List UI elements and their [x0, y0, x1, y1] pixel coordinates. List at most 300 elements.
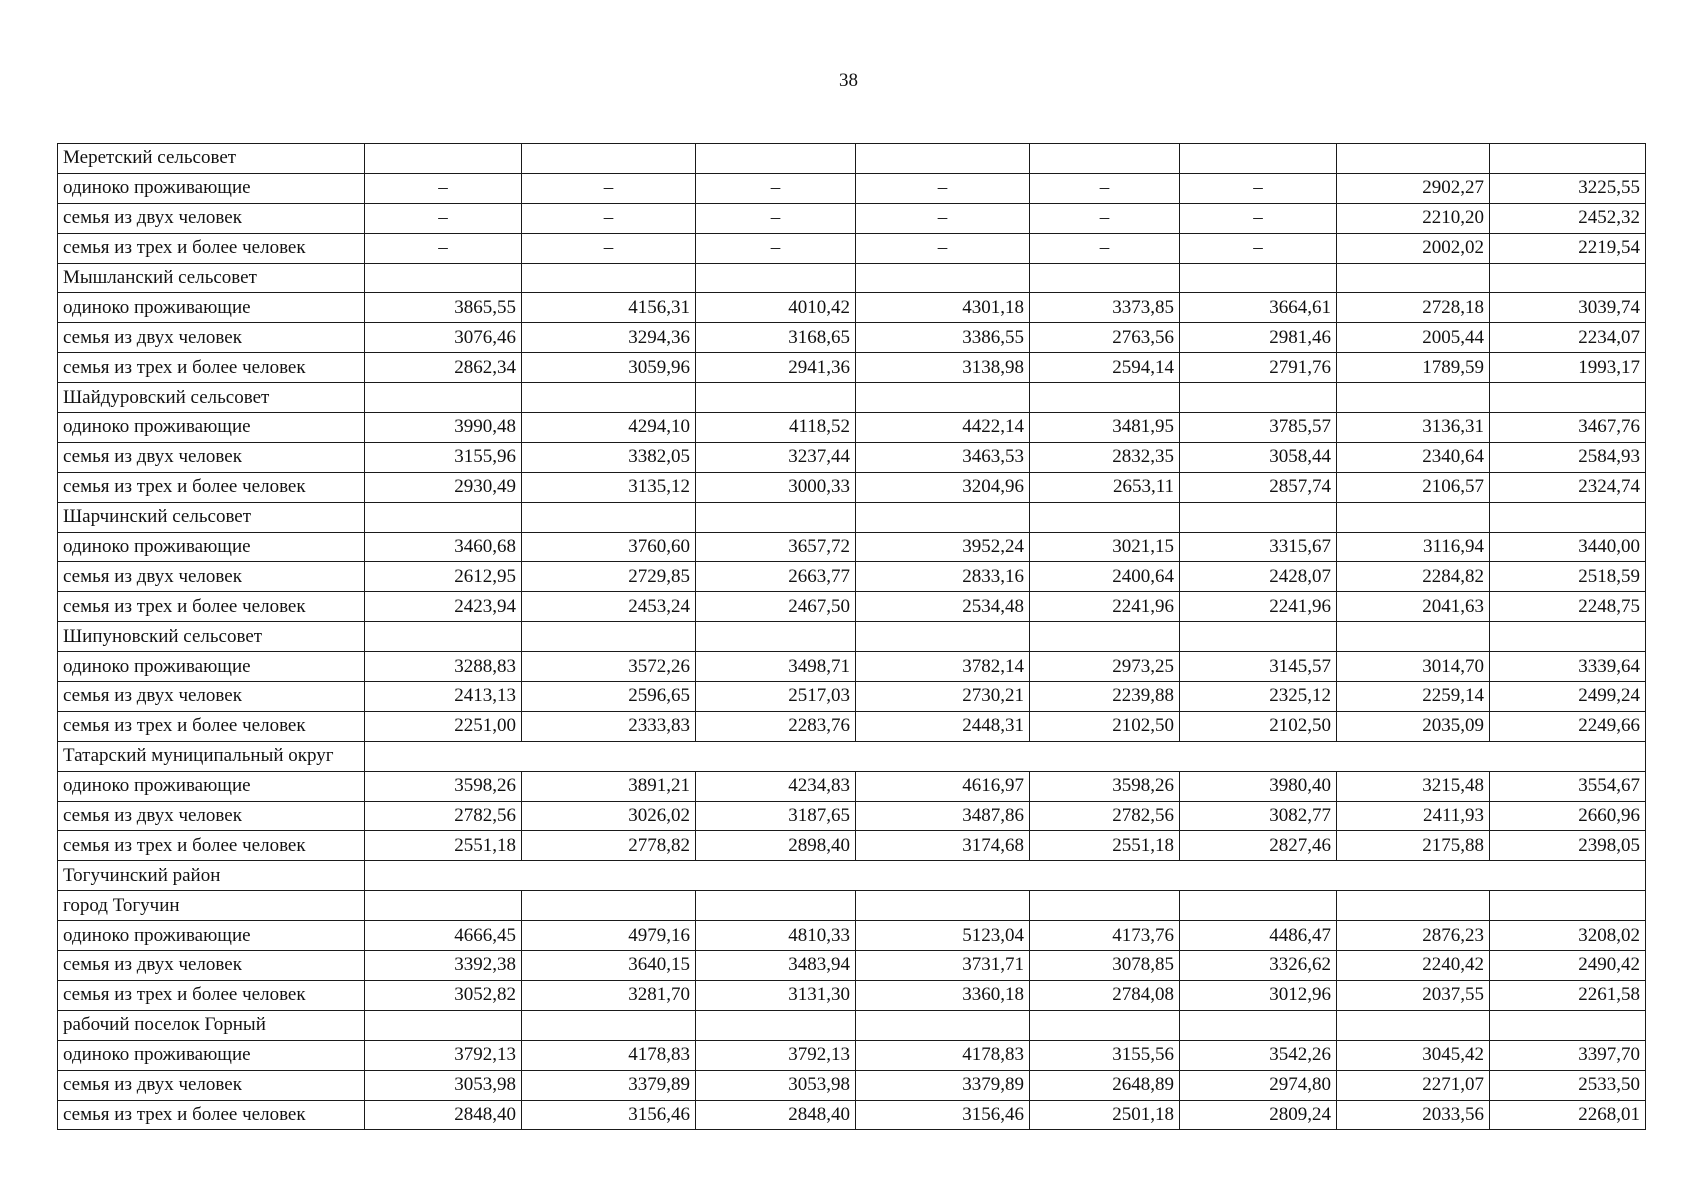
value-cell: 3598,26: [365, 771, 522, 801]
group-header-row: [58, 891, 1646, 921]
value-cell: 2730,21: [856, 682, 1030, 712]
value-cell: 2902,27: [1337, 173, 1490, 203]
row-label: Тогучинский район: [58, 861, 365, 891]
value-cell: 2791,76: [1180, 353, 1337, 383]
value-cell: [522, 263, 696, 293]
value-cell: 2333,83: [522, 711, 696, 741]
row-label: одиноко проживающие: [58, 293, 365, 323]
value-cell: 3360,18: [856, 980, 1030, 1010]
value-cell: [365, 144, 522, 174]
value-cell: 2324,74: [1490, 472, 1646, 502]
value-cell: 3174,68: [856, 831, 1030, 861]
value-cell: 2400,64: [1030, 562, 1180, 592]
value-cell: 3379,89: [856, 1070, 1030, 1100]
value-cell: 2499,24: [1490, 682, 1646, 712]
value-cell: 4666,45: [365, 921, 522, 951]
value-cell: –: [1030, 173, 1180, 203]
value-cell: 3145,57: [1180, 652, 1337, 682]
row-label: семья из трех и более человек: [58, 353, 365, 383]
row-label: семья из двух человек: [58, 203, 365, 233]
row-label: семья из двух человек: [58, 442, 365, 472]
value-cell: 5123,04: [856, 921, 1030, 951]
value-cell: 3026,02: [522, 801, 696, 831]
value-cell: 2271,07: [1337, 1070, 1490, 1100]
data-table: [57, 143, 1646, 1130]
value-cell: [1180, 263, 1337, 293]
table-row: [58, 233, 1646, 263]
value-cell: 2219,54: [1490, 233, 1646, 263]
table-row: [58, 682, 1646, 712]
value-cell: 4178,83: [856, 1040, 1030, 1070]
row-label: Меретский сельсовет: [58, 144, 365, 174]
value-cell: 3467,76: [1490, 413, 1646, 443]
value-cell: [1030, 502, 1180, 532]
value-cell: 3155,56: [1030, 1040, 1180, 1070]
group-header-row: [58, 144, 1646, 174]
value-cell: 2284,82: [1337, 562, 1490, 592]
row-label: семья из двух человек: [58, 801, 365, 831]
value-cell: 3980,40: [1180, 771, 1337, 801]
value-cell: 2501,18: [1030, 1100, 1180, 1130]
value-cell: 2411,93: [1337, 801, 1490, 831]
table-row: [58, 532, 1646, 562]
row-label: Шарчинский сельсовет: [58, 502, 365, 532]
value-cell: 2033,56: [1337, 1100, 1490, 1130]
value-cell: 2584,93: [1490, 442, 1646, 472]
value-cell: 2453,24: [522, 592, 696, 622]
value-cell: 4301,18: [856, 293, 1030, 323]
value-cell: [1490, 383, 1646, 413]
value-cell: [1180, 144, 1337, 174]
value-cell: 2594,14: [1030, 353, 1180, 383]
value-cell: [1490, 502, 1646, 532]
value-cell: 3785,57: [1180, 413, 1337, 443]
value-cell: 2648,89: [1030, 1070, 1180, 1100]
value-cell: 3281,70: [522, 980, 696, 1010]
section-row: [58, 861, 1646, 891]
value-cell: [1490, 1010, 1646, 1040]
value-cell: [1180, 502, 1337, 532]
value-cell: 3294,36: [522, 323, 696, 353]
merged-empty-cell: [365, 741, 1646, 771]
value-cell: 2848,40: [365, 1100, 522, 1130]
value-cell: 3059,96: [522, 353, 696, 383]
value-cell: 2102,50: [1030, 711, 1180, 741]
table-row: [58, 771, 1646, 801]
value-cell: [1030, 383, 1180, 413]
value-cell: 4173,76: [1030, 921, 1180, 951]
value-cell: 2423,94: [365, 592, 522, 622]
value-cell: 4294,10: [522, 413, 696, 443]
value-cell: [522, 891, 696, 921]
value-cell: 2241,96: [1180, 592, 1337, 622]
value-cell: –: [522, 203, 696, 233]
value-cell: 2234,07: [1490, 323, 1646, 353]
value-cell: [365, 891, 522, 921]
value-cell: [522, 1010, 696, 1040]
value-cell: 2248,75: [1490, 592, 1646, 622]
value-cell: [856, 891, 1030, 921]
value-cell: 2941,36: [696, 353, 856, 383]
value-cell: 2596,65: [522, 682, 696, 712]
value-cell: 2827,46: [1180, 831, 1337, 861]
value-cell: –: [856, 173, 1030, 203]
value-cell: 2251,00: [365, 711, 522, 741]
value-cell: 3326,62: [1180, 951, 1337, 981]
table-row: [58, 562, 1646, 592]
table-row: [58, 293, 1646, 323]
value-cell: 2452,32: [1490, 203, 1646, 233]
value-cell: 2551,18: [1030, 831, 1180, 861]
group-header-row: [58, 263, 1646, 293]
value-cell: 3156,46: [522, 1100, 696, 1130]
table-row: [58, 442, 1646, 472]
row-label: одиноко проживающие: [58, 173, 365, 203]
value-cell: –: [1030, 233, 1180, 263]
value-cell: 2981,46: [1180, 323, 1337, 353]
value-cell: 2240,42: [1337, 951, 1490, 981]
value-cell: 3053,98: [365, 1070, 522, 1100]
value-cell: [1180, 383, 1337, 413]
value-cell: 2268,01: [1490, 1100, 1646, 1130]
value-cell: [1490, 891, 1646, 921]
section-row: [58, 741, 1646, 771]
value-cell: [1030, 1010, 1180, 1040]
value-cell: 2467,50: [696, 592, 856, 622]
value-cell: 4979,16: [522, 921, 696, 951]
value-cell: [365, 1010, 522, 1040]
table-row: [58, 353, 1646, 383]
value-cell: 3483,94: [696, 951, 856, 981]
value-cell: 3760,60: [522, 532, 696, 562]
group-header-row: [58, 383, 1646, 413]
value-cell: –: [856, 233, 1030, 263]
value-cell: 3640,15: [522, 951, 696, 981]
value-cell: 3215,48: [1337, 771, 1490, 801]
value-cell: [1337, 622, 1490, 652]
value-cell: [696, 891, 856, 921]
row-label: одиноко проживающие: [58, 413, 365, 443]
value-cell: 3076,46: [365, 323, 522, 353]
value-cell: 2653,11: [1030, 472, 1180, 502]
value-cell: 3052,82: [365, 980, 522, 1010]
value-cell: [856, 383, 1030, 413]
value-cell: 2175,88: [1337, 831, 1490, 861]
table-row: [58, 1070, 1646, 1100]
value-cell: 3657,72: [696, 532, 856, 562]
row-label: семья из двух человек: [58, 951, 365, 981]
value-cell: [1180, 1010, 1337, 1040]
row-label: семья из трех и более человек: [58, 233, 365, 263]
value-cell: 2283,76: [696, 711, 856, 741]
value-cell: [365, 502, 522, 532]
value-cell: 3792,13: [696, 1040, 856, 1070]
row-label: семья из трех и более человек: [58, 711, 365, 741]
table-row: [58, 801, 1646, 831]
value-cell: 3012,96: [1180, 980, 1337, 1010]
value-cell: 4010,42: [696, 293, 856, 323]
value-cell: [696, 1010, 856, 1040]
value-cell: 3487,86: [856, 801, 1030, 831]
value-cell: 2448,31: [856, 711, 1030, 741]
value-cell: [522, 622, 696, 652]
group-header-row: [58, 622, 1646, 652]
row-label: семья из двух человек: [58, 323, 365, 353]
value-cell: 3392,38: [365, 951, 522, 981]
row-label: одиноко проживающие: [58, 1040, 365, 1070]
value-cell: –: [1030, 203, 1180, 233]
value-cell: [365, 263, 522, 293]
table-row: [58, 652, 1646, 682]
value-cell: 3379,89: [522, 1070, 696, 1100]
value-cell: [1490, 622, 1646, 652]
table-row: [58, 413, 1646, 443]
value-cell: 3039,74: [1490, 293, 1646, 323]
value-cell: 2862,34: [365, 353, 522, 383]
value-cell: –: [1180, 173, 1337, 203]
value-cell: 3315,67: [1180, 532, 1337, 562]
value-cell: [522, 144, 696, 174]
value-cell: 2898,40: [696, 831, 856, 861]
value-cell: 3990,48: [365, 413, 522, 443]
row-label: Мышланский сельсовет: [58, 263, 365, 293]
row-label: Шипуновский сельсовет: [58, 622, 365, 652]
value-cell: 2973,25: [1030, 652, 1180, 682]
value-cell: 3237,44: [696, 442, 856, 472]
value-cell: 2106,57: [1337, 472, 1490, 502]
value-cell: –: [856, 203, 1030, 233]
value-cell: [522, 502, 696, 532]
value-cell: [522, 383, 696, 413]
value-cell: 3554,67: [1490, 771, 1646, 801]
value-cell: 2848,40: [696, 1100, 856, 1130]
value-cell: [696, 144, 856, 174]
value-cell: –: [1180, 233, 1337, 263]
value-cell: –: [696, 203, 856, 233]
value-cell: 2534,48: [856, 592, 1030, 622]
value-cell: 3021,15: [1030, 532, 1180, 562]
row-label: Шайдуровский сельсовет: [58, 383, 365, 413]
row-label: семья из трех и более человек: [58, 831, 365, 861]
value-cell: –: [522, 173, 696, 203]
value-cell: 3187,65: [696, 801, 856, 831]
value-cell: –: [365, 203, 522, 233]
value-cell: –: [522, 233, 696, 263]
value-cell: 1789,59: [1337, 353, 1490, 383]
group-header-row: [58, 1010, 1646, 1040]
value-cell: 3131,30: [696, 980, 856, 1010]
value-cell: [696, 383, 856, 413]
value-cell: 2809,24: [1180, 1100, 1337, 1130]
table-row: [58, 711, 1646, 741]
value-cell: [1030, 144, 1180, 174]
value-cell: 2612,95: [365, 562, 522, 592]
value-cell: 2210,20: [1337, 203, 1490, 233]
value-cell: [856, 1010, 1030, 1040]
value-cell: 3440,00: [1490, 532, 1646, 562]
value-cell: 2261,58: [1490, 980, 1646, 1010]
value-cell: 3498,71: [696, 652, 856, 682]
value-cell: 3082,77: [1180, 801, 1337, 831]
value-cell: 4156,31: [522, 293, 696, 323]
value-cell: 4422,14: [856, 413, 1030, 443]
value-cell: 3045,42: [1337, 1040, 1490, 1070]
value-cell: 2413,13: [365, 682, 522, 712]
row-label: одиноко проживающие: [58, 652, 365, 682]
value-cell: 3463,53: [856, 442, 1030, 472]
value-cell: 3014,70: [1337, 652, 1490, 682]
page-number: 38: [839, 70, 858, 91]
value-cell: [696, 622, 856, 652]
value-cell: 3542,26: [1180, 1040, 1337, 1070]
value-cell: [1030, 622, 1180, 652]
merged-empty-cell: [365, 861, 1646, 891]
value-cell: 3782,14: [856, 652, 1030, 682]
value-cell: 3397,70: [1490, 1040, 1646, 1070]
row-label: семья из трех и более человек: [58, 1100, 365, 1130]
value-cell: 3952,24: [856, 532, 1030, 562]
value-cell: [1490, 144, 1646, 174]
value-cell: 3000,33: [696, 472, 856, 502]
value-cell: 2259,14: [1337, 682, 1490, 712]
value-cell: 3288,83: [365, 652, 522, 682]
value-cell: 2782,56: [365, 801, 522, 831]
value-cell: 3339,64: [1490, 652, 1646, 682]
row-label: рабочий поселок Горный: [58, 1010, 365, 1040]
value-cell: 4810,33: [696, 921, 856, 951]
value-cell: 3156,46: [856, 1100, 1030, 1130]
value-cell: 3481,95: [1030, 413, 1180, 443]
value-cell: 2325,12: [1180, 682, 1337, 712]
value-cell: [1490, 263, 1646, 293]
value-cell: 3891,21: [522, 771, 696, 801]
value-cell: 2833,16: [856, 562, 1030, 592]
value-cell: [856, 144, 1030, 174]
value-cell: 3053,98: [696, 1070, 856, 1100]
value-cell: 2249,66: [1490, 711, 1646, 741]
value-cell: 2035,09: [1337, 711, 1490, 741]
value-cell: 2398,05: [1490, 831, 1646, 861]
value-cell: [856, 622, 1030, 652]
value-cell: 2857,74: [1180, 472, 1337, 502]
value-cell: 4178,83: [522, 1040, 696, 1070]
value-cell: –: [696, 233, 856, 263]
row-label: семья из трех и более человек: [58, 980, 365, 1010]
table-row: [58, 921, 1646, 951]
value-cell: 3572,26: [522, 652, 696, 682]
value-cell: 3208,02: [1490, 921, 1646, 951]
table-row: [58, 592, 1646, 622]
value-cell: 3168,65: [696, 323, 856, 353]
value-cell: [1337, 144, 1490, 174]
value-cell: –: [365, 233, 522, 263]
value-cell: 3731,71: [856, 951, 1030, 981]
value-cell: 2533,50: [1490, 1070, 1646, 1100]
row-label: семья из двух человек: [58, 562, 365, 592]
value-cell: 2518,59: [1490, 562, 1646, 592]
value-cell: 3138,98: [856, 353, 1030, 383]
table-row: [58, 323, 1646, 353]
value-cell: 2728,18: [1337, 293, 1490, 323]
value-cell: 2660,96: [1490, 801, 1646, 831]
value-cell: 3225,55: [1490, 173, 1646, 203]
row-label: семья из трех и более человек: [58, 472, 365, 502]
value-cell: [856, 502, 1030, 532]
row-label: Татарский муниципальный округ: [58, 741, 365, 771]
value-cell: 3204,96: [856, 472, 1030, 502]
value-cell: 2778,82: [522, 831, 696, 861]
table-body: [58, 144, 1646, 1130]
row-label: город Тогучин: [58, 891, 365, 921]
value-cell: [696, 502, 856, 532]
value-cell: 2729,85: [522, 562, 696, 592]
value-cell: 3460,68: [365, 532, 522, 562]
table-row: [58, 951, 1646, 981]
value-cell: 2663,77: [696, 562, 856, 592]
value-cell: 3664,61: [1180, 293, 1337, 323]
row-label: семья из трех и более человек: [58, 592, 365, 622]
value-cell: 3386,55: [856, 323, 1030, 353]
value-cell: –: [365, 173, 522, 203]
value-cell: [1337, 383, 1490, 413]
value-cell: 2490,42: [1490, 951, 1646, 981]
value-cell: [1337, 502, 1490, 532]
row-label: семья из двух человек: [58, 682, 365, 712]
value-cell: 3058,44: [1180, 442, 1337, 472]
value-cell: 4234,83: [696, 771, 856, 801]
row-label: семья из двух человек: [58, 1070, 365, 1100]
value-cell: 3078,85: [1030, 951, 1180, 981]
value-cell: 2930,49: [365, 472, 522, 502]
value-cell: 3136,31: [1337, 413, 1490, 443]
value-cell: [696, 263, 856, 293]
value-cell: 2517,03: [696, 682, 856, 712]
value-cell: 2784,08: [1030, 980, 1180, 1010]
group-header-row: [58, 502, 1646, 532]
table-row: [58, 1040, 1646, 1070]
value-cell: 3598,26: [1030, 771, 1180, 801]
value-cell: 2005,44: [1337, 323, 1490, 353]
value-cell: 2974,80: [1180, 1070, 1337, 1100]
value-cell: 4486,47: [1180, 921, 1337, 951]
value-cell: 2832,35: [1030, 442, 1180, 472]
value-cell: [1030, 263, 1180, 293]
value-cell: [1337, 263, 1490, 293]
value-cell: 2876,23: [1337, 921, 1490, 951]
value-cell: 2241,96: [1030, 592, 1180, 622]
row-label: одиноко проживающие: [58, 921, 365, 951]
value-cell: [1180, 891, 1337, 921]
value-cell: 2340,64: [1337, 442, 1490, 472]
value-cell: 3373,85: [1030, 293, 1180, 323]
table-row: [58, 203, 1646, 233]
value-cell: 2551,18: [365, 831, 522, 861]
table-row: [58, 472, 1646, 502]
row-label: одиноко проживающие: [58, 771, 365, 801]
value-cell: 3135,12: [522, 472, 696, 502]
value-cell: 2763,56: [1030, 323, 1180, 353]
value-cell: [365, 622, 522, 652]
table-row: [58, 173, 1646, 203]
table-row: [58, 1100, 1646, 1130]
value-cell: 3116,94: [1337, 532, 1490, 562]
value-cell: [1030, 891, 1180, 921]
table-row: [58, 980, 1646, 1010]
value-cell: –: [696, 173, 856, 203]
value-cell: 1993,17: [1490, 353, 1646, 383]
value-cell: 3865,55: [365, 293, 522, 323]
value-cell: 2239,88: [1030, 682, 1180, 712]
